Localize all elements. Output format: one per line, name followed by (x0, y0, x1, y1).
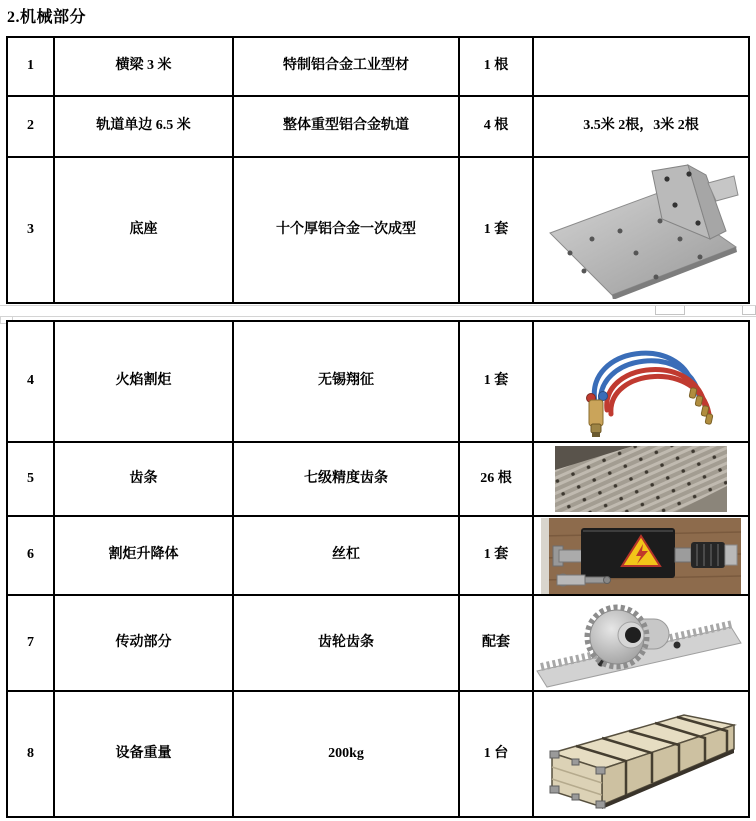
cell-row-number: 6 (8, 517, 55, 594)
split-handle-tab (655, 306, 685, 315)
table-row (8, 517, 748, 596)
cell-photo (534, 596, 748, 690)
cell-quantity: 配套 (460, 596, 534, 690)
parts-table-lower (6, 320, 750, 818)
table-row (8, 97, 748, 158)
cell-quantity: 1 根 (460, 38, 534, 95)
parts-table-upper (6, 36, 750, 304)
cell-row-number: 4 (8, 322, 55, 441)
cell-quantity: 26 根 (460, 443, 534, 515)
table-row (8, 322, 748, 443)
cell-part-name: 齿条 (55, 443, 234, 515)
cell-quantity: 4 根 (460, 97, 534, 156)
cutting-torch-photo (555, 326, 727, 438)
cell-row-number: 2 (8, 97, 55, 156)
cell-part-name: 传动部分 (55, 596, 234, 690)
cell-part-spec: 无锡翔征 (234, 322, 460, 441)
cell-part-name: 设备重量 (55, 692, 234, 816)
table-row (8, 158, 748, 302)
cell-quantity: 1 套 (460, 158, 534, 302)
table-row (8, 596, 748, 692)
gear-and-rack-photo (535, 597, 747, 689)
cell-row-number: 7 (8, 596, 55, 690)
cell-row-number: 8 (8, 692, 55, 816)
cell-note: 3.5米 2根，3米 2根 (583, 118, 699, 134)
cell-photo (534, 322, 748, 441)
cell-part-spec: 整体重型铝合金轨道 (234, 97, 460, 156)
cell-photo (534, 443, 748, 515)
table-row (8, 443, 748, 517)
cell-part-spec: 齿轮齿条 (234, 596, 460, 690)
cell-photo (534, 158, 748, 302)
cell-part-spec: 特制铝合金工业型材 (234, 38, 460, 95)
cell-part-spec: 200kg (234, 692, 460, 816)
cell-part-spec: 丝杠 (234, 517, 460, 594)
section-title: 2.机械部分 (7, 9, 87, 26)
packing-crate-photo (538, 695, 744, 813)
split-right-cap (742, 306, 756, 315)
cell-part-spec: 十个厚铝合金一次成型 (234, 158, 460, 302)
cell-quantity: 1 套 (460, 517, 534, 594)
cell-part-name: 轨道单边 6.5 米 (55, 97, 234, 156)
cell-part-name: 横梁 3 米 (55, 38, 234, 95)
table-row (8, 692, 748, 816)
table-row (8, 38, 748, 97)
cell-part-name: 底座 (55, 158, 234, 302)
cell-part-name: 火焰割炬 (55, 322, 234, 441)
base-plate-photo (540, 161, 742, 299)
cell-note (534, 38, 748, 95)
cell-quantity: 1 套 (460, 322, 534, 441)
cell-photo (534, 517, 748, 594)
torch-lifter-photo (541, 518, 741, 594)
cell-part-spec: 七级精度齿条 (234, 443, 460, 515)
cell-quantity: 1 台 (460, 692, 534, 816)
cell-row-number: 1 (8, 38, 55, 95)
cell-row-number: 3 (8, 158, 55, 302)
table-split-band (0, 305, 756, 317)
cell-photo (534, 692, 748, 816)
cell-row-number: 5 (8, 443, 55, 515)
cell-part-name: 割炬升降体 (55, 517, 234, 594)
gear-racks-photo (555, 446, 727, 512)
